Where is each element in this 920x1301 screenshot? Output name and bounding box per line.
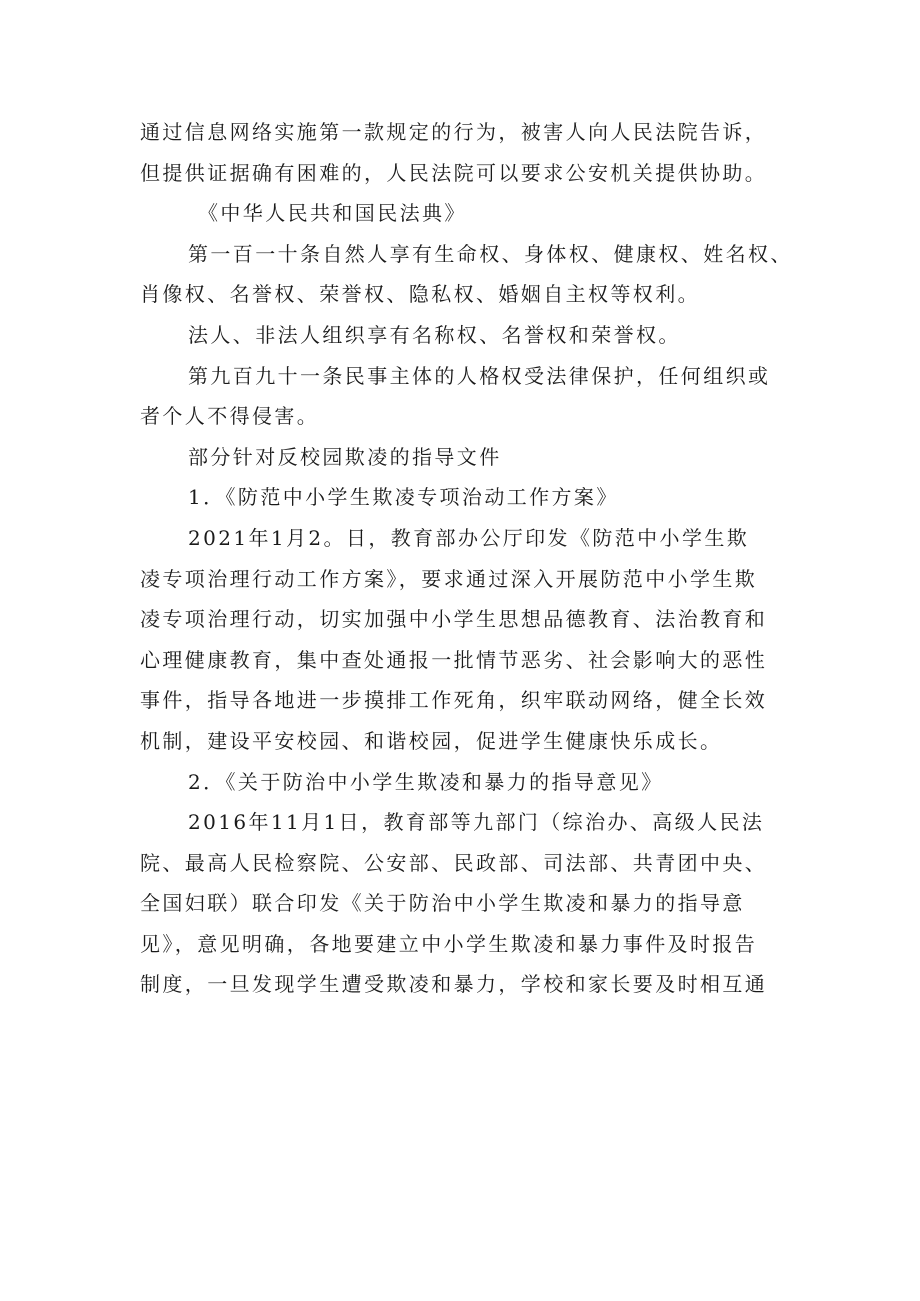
text-line: 凌专项治理行动，切实加强中小学生思想品德教育、法治教育和 bbox=[140, 607, 768, 632]
text-line: 第一百一十条自然人享有生命权、身体权、健康权、姓名权、 bbox=[188, 241, 793, 266]
document-page bbox=[140, 112, 793, 1005]
text-line: 制度，一旦发现学生遭受欺凌和暴力，学校和家长要及时相互通 bbox=[140, 972, 768, 997]
text-line: 心理健康教育，集中查处通报一批情节恶劣、社会影响大的恶性 bbox=[140, 647, 768, 672]
text-line: 2016年11月1日，教育部等九部门（综治办、高级人民法 bbox=[188, 810, 765, 835]
text-line: 院、最高人民检察院、公安部、民政部、司法部、共青团中央、 bbox=[140, 850, 768, 875]
text-line: 法人、非法人组织享有名称权、名誉权和荣誉权。 bbox=[188, 322, 681, 347]
text-line: 2021年1月2。日，教育部办公厅印发《防范中小学生欺 bbox=[188, 525, 750, 550]
text-line: 肖像权、名誉权、荣誉权、隐私权、婚姻自主权等权利。 bbox=[140, 282, 700, 307]
section-heading: 部分针对反校园欺凌的指导文件 bbox=[188, 444, 502, 469]
text-line: 事件，指导各地进一步摸排工作死角，织牢联动网络，健全长效 bbox=[140, 688, 768, 713]
text-line: 见》，意见明确，各地要建立中小学生欺凌和暴力事件及时报告 bbox=[140, 931, 758, 956]
text-line: 机制，建设平安校园、和谐校园，促进学生健康快乐成长。 bbox=[140, 728, 723, 753]
text-line: 通过信息网络实施第一款规定的行为，被害人向人民法院告诉， bbox=[140, 120, 768, 144]
text-line: 但提供证据确有困难的，人民法院可以要求公安机关提供协助。 bbox=[140, 160, 768, 185]
text-line: 全国妇联）联合印发《关于防治中小学生欺凌和暴力的指导意 bbox=[140, 891, 745, 916]
text-line: 凌专项治理行动工作方案》，要求通过深入开展防范中小学生欺 bbox=[140, 566, 758, 591]
text-line: 第九百九十一条民事主体的人格权受法律保护，任何组织或 bbox=[188, 363, 771, 388]
list-heading: 1．《防范中小学生欺凌专项治动工作方案》 bbox=[188, 485, 619, 510]
text-line: 者个人不得侵害。 bbox=[140, 404, 320, 429]
law-title: 《中华人民共和国民法典》 bbox=[198, 201, 467, 226]
list-heading: 2．《关于防治中小学生欺凌和暴力的指导意见》 bbox=[188, 769, 664, 794]
